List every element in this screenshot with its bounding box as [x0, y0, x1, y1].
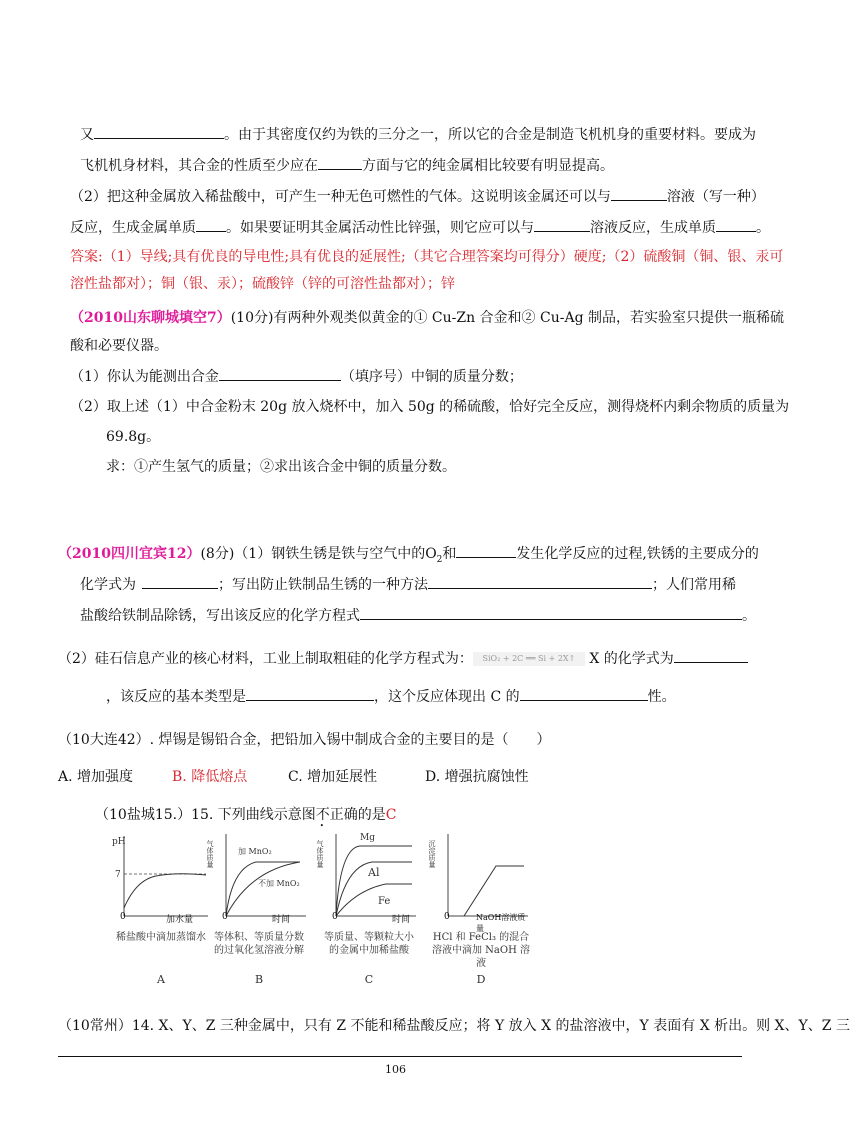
tick-label: 7	[115, 870, 121, 880]
question-text: （10常州）14. X、Y、Z 三种金属中，只有 Z 不能和稀盐酸反应；将 Y 放入 X 的盐溶液中，Y 表面有 X 析出。则 X、Y、Z 三	[58, 1018, 850, 1034]
curve-label: Mg	[360, 833, 375, 843]
blank	[246, 686, 374, 701]
answer-line: 答案:（1）导线;具有优良的导电性;具有优良的延展性;（其它合理答案均可得分）硬度;（2）硫酸铜（铜、银、汞可	[70, 249, 784, 265]
question-text: 化学式为	[80, 577, 136, 593]
figure-caption: 等质量、等颗粒大小的金属中加稀盐酸	[324, 932, 414, 956]
para1-text: 方面与它的纯金属相比较要有明显提高。	[362, 158, 614, 174]
question-text: （1）你认为能测出合金	[70, 369, 219, 385]
blank	[534, 217, 590, 232]
axis-label: 时间	[392, 915, 411, 925]
question-text: 求：①产生氢气的质量；②求出该合金中铜的质量分数。	[106, 459, 456, 475]
blank	[428, 574, 652, 589]
axis-label: 气体质量	[316, 840, 324, 868]
blank	[219, 366, 341, 381]
para1-text: 飞机机身材料，其合金的性质至少应在	[80, 158, 318, 174]
origin-label: 0	[444, 912, 450, 922]
figure-caption: 等体积、等质量分数的过氧化氢溶液分解	[214, 932, 304, 956]
figure-caption: 稀盐酸中滴加蒸馏水	[116, 932, 206, 943]
question-text: (10分)有两种外观类似黄金的① Cu-Zn 合金和② Cu-Ag 制品，若实验室只提供一瓶稀硫	[230, 310, 784, 326]
blank	[456, 543, 516, 558]
question-text: ，该反应的基本类型是	[106, 689, 246, 705]
para1-text: 溶液反应，生成单质	[590, 220, 716, 236]
para1-text: 溶液（写一种）	[666, 189, 765, 205]
question-text: (8分)（1）钢铁生锈是铁与空气中的O	[200, 546, 437, 562]
figure-c	[316, 828, 418, 986]
question-text: （10盐城15.）15. 下列曲线示意图	[95, 807, 316, 823]
option-d: D. 增强抗腐蚀性	[425, 769, 529, 785]
curve-label: 加 MnO₂	[238, 847, 272, 856]
question-source: （2010山东聊城填空7）	[70, 310, 231, 326]
blank	[196, 217, 226, 232]
question-text: 的是	[357, 807, 386, 823]
para1-text: 又	[80, 127, 94, 143]
question-text: ；写出防止铁制品生锈的一种方法	[218, 577, 428, 593]
question-text: 69.8g。	[106, 429, 161, 445]
figure-b	[206, 828, 308, 986]
question-text: （2）硅石信息产业的核心材料，工业上制取粗硅的化学方程式为：	[58, 651, 473, 667]
axis-label: 时间	[272, 915, 291, 925]
para1-text: （2）把这种金属放入稀盐酸中，可产生一种无色可燃性的气体。这说明该金属还可以与	[70, 189, 611, 205]
question-text: （填序号）中铜的质量分数；	[340, 369, 523, 385]
figure-letter: A	[157, 973, 165, 986]
figure-letter: B	[254, 973, 264, 986]
figure-letter: C	[364, 973, 374, 986]
question-text: 酸和必要仪器。	[70, 338, 168, 354]
blank	[520, 686, 648, 701]
option-a: A. 增加强度	[58, 769, 134, 785]
figure-letter: D	[476, 973, 486, 986]
blank	[360, 605, 742, 620]
blank	[94, 124, 224, 139]
figure-d	[428, 828, 530, 986]
question-text: ，这个反应体现出 C 的	[374, 689, 520, 705]
para1-text: 。由于其密度仅约为铁的三分之一，所以它的合金是制造飞机机身的重要材料。要成为	[224, 127, 756, 143]
curve-label: 不加 MnO₂	[258, 879, 300, 888]
origin-label: 0	[120, 912, 126, 922]
figure-d-plot	[428, 828, 530, 923]
figure-caption: HCl 和 FeCl₃ 的混合溶液中滴加 NaOH 溶液	[432, 932, 530, 969]
figure-a	[112, 828, 210, 986]
option-c: C. 增加延展性	[288, 769, 378, 785]
answer-line: 溶性盐都对）；铜（银、汞）；硫酸锌（锌的可溶性盐都对）；锌	[70, 276, 455, 292]
axis-label: pH	[112, 837, 126, 847]
para1-text: 。	[756, 220, 770, 236]
question-text: 性。	[647, 689, 676, 705]
axis-label: 加水量	[166, 915, 194, 925]
blank	[142, 574, 218, 589]
question-text: 发生化学反应的过程,铁锈的主要成分的	[516, 546, 759, 562]
origin-label: 0	[332, 912, 338, 922]
question-text: 和	[442, 546, 457, 562]
equation-image: SiO₂ + 2C ══ Si + 2X↑	[473, 652, 585, 666]
question-text: ；人们常用稀	[652, 577, 736, 593]
blank	[611, 186, 667, 201]
figure-b-plot	[206, 828, 308, 923]
footer-rule	[58, 1056, 742, 1057]
figure-a-plot	[112, 828, 210, 923]
answer-mark: C	[385, 807, 397, 823]
blank	[674, 648, 748, 663]
axis-label: 沉淀质量	[428, 840, 436, 868]
option-b: B. 降低熔点	[172, 769, 248, 785]
emphasis-text: 不正确	[315, 807, 358, 823]
blank	[318, 155, 362, 170]
figure-c-plot	[316, 828, 418, 923]
question-text: 。	[742, 608, 756, 624]
axis-label: 气体质量	[206, 840, 214, 868]
axis-label: NaOH溶液质量	[476, 913, 526, 933]
curve-label: Al	[368, 866, 380, 879]
question-source: （2010四川宜宾12）	[58, 546, 201, 562]
para1-text: 。如果要证明其金属活动性比锌强，则它应可以与	[226, 220, 534, 236]
question-text: 盐酸给铁制品除锈，写出该反应的化学方程式	[80, 608, 360, 624]
blank	[716, 217, 756, 232]
para1-text: 反应，生成金属单质	[70, 220, 196, 236]
page-number: 106	[385, 1063, 406, 1076]
question-text: X 的化学式为	[589, 651, 674, 667]
origin-label: 0	[222, 912, 228, 922]
curve-label: Fe	[378, 896, 391, 907]
subscript: 2	[436, 554, 443, 565]
question-text: （2）取上述（1）中合金粉末 20g 放入烧杯中，加入 50g 的稀硫酸，恰好完全反应，测得烧杯内剩余物质的质量为	[70, 399, 790, 415]
question-text: （10大连42）. 焊锡是锡铅合金，把铅加入锡中制成合金的主要目的是（ ）	[58, 732, 551, 748]
